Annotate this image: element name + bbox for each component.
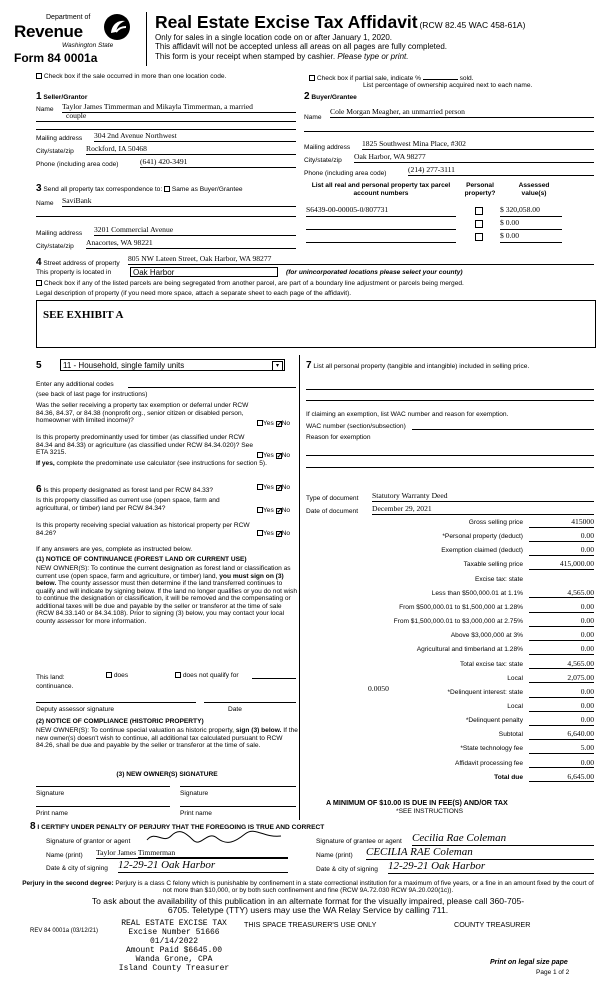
seller-mailing-field[interactable]: 304 2nd Avenue Northwest xyxy=(94,132,296,142)
stamp-line-6: Island County Treasurer xyxy=(118,963,230,973)
totals-row-label: Local xyxy=(507,702,523,710)
doc-type-label: Type of document xyxy=(306,495,359,502)
section-1-seller xyxy=(36,91,296,103)
notice-1-bold: you must sign on (3) below. xyxy=(36,572,284,588)
section-7-number: 7 xyxy=(306,360,312,371)
multi-location-label: Check box if the sale occurred in more than one location code. xyxy=(43,73,227,80)
seller-phone-label: Phone (including area code) xyxy=(36,161,119,168)
deputy-date-line[interactable] xyxy=(204,702,296,703)
timber-question: Is this property predominantly used for timber (as classified under RCW 84.34 and 84.33) or agriculture (as classified under RCW 84.34.020)? See ETA 3215. xyxy=(36,434,253,457)
totals-row xyxy=(310,672,594,686)
county-treasurer-label: COUNTY TREASURER xyxy=(454,920,531,929)
totals-row xyxy=(310,618,594,629)
buyer-heading xyxy=(304,91,357,103)
deputy-date-label: Date xyxy=(228,706,242,713)
section3-mailing-field[interactable]: 3201 Commercial Avenue xyxy=(94,226,296,236)
see-instructions-note: *SEE INSTRUCTIONS xyxy=(396,808,464,815)
totals-row xyxy=(310,771,594,785)
grantor-date-label: Date & city of signing xyxy=(46,865,108,872)
grantee-signature-field[interactable]: Cecilia Rae Coleman xyxy=(412,832,594,846)
totals-row-label: Excise tax: state xyxy=(474,575,523,583)
grantor-name-field[interactable]: Taylor James Timmerman xyxy=(96,849,288,859)
deputy-signature-label: Deputy assessor signature xyxy=(36,706,115,713)
same-as-buyer-checkbox[interactable] xyxy=(164,186,170,192)
stamp-line-5: Wanda Grone, CPA xyxy=(135,954,213,964)
timber-note xyxy=(36,460,276,468)
does-option xyxy=(106,672,128,680)
signature-label-1: Signature xyxy=(36,790,65,797)
totals-row-value[interactable]: 6,640.00 xyxy=(529,730,594,740)
timber-yes-label: Yes xyxy=(263,452,274,459)
grantee-signature-label: Signature of grantee or agent xyxy=(316,838,402,845)
totals-row-label: Gross selling price xyxy=(468,519,523,526)
assessed-value-header: Assessed value(s) xyxy=(518,182,550,197)
partial-sale-pct-field[interactable] xyxy=(423,73,458,80)
state-label: Washington State xyxy=(62,42,114,49)
historic-yes-no xyxy=(257,530,290,538)
new-owner-signature-1[interactable] xyxy=(36,786,170,787)
totals-row-label: *State technology fee xyxy=(460,745,523,753)
parcel-header: List all real and personal property tax parcel account numbers xyxy=(311,182,451,197)
does-checkbox[interactable] xyxy=(106,672,112,678)
reason-label: Reason for exemption xyxy=(306,434,371,441)
header-line-2: This affidavit will not be accepted unless all areas on all pages are fully completed. xyxy=(155,42,448,52)
grantor-signature-scribble xyxy=(145,828,285,846)
totals-row-label: From $1,500,000.01 to $3,000,000 at 2.75% xyxy=(393,618,523,626)
alternate-format-note: To ask about the availability of this publication in an alternate format for the visually impaired, please call 360-705-6705. Teletype (TTY) users may use the WA Relay Service by calling 711. xyxy=(91,896,525,916)
personal-property-checkbox-2[interactable] xyxy=(475,220,483,228)
forest-yes-no xyxy=(257,484,290,492)
page-number: Page 1 of 2 xyxy=(536,969,570,976)
totals-row xyxy=(310,533,594,544)
doc-date-label: Date of document xyxy=(306,508,359,515)
notice-2-text-b: If the new owner(s) doesn't wish to continue, all additional tax calculated pursuant to RCW 84.26, shall be due and payable by the seller or transferor at the time of sale. xyxy=(36,727,298,750)
totals-row-label: Above $3,000,000 at 3% xyxy=(450,632,523,640)
timber-note-text: complete the predominate use calculator (see instructions for section 5). xyxy=(56,460,267,467)
forest-question-text: Is this property designated as forest land per RCW 84.33? xyxy=(43,487,214,494)
totals-row-value[interactable]: 5.00 xyxy=(529,744,594,754)
revenue-label: Revenue xyxy=(14,22,83,41)
totals-row-value[interactable]: 0.00 xyxy=(529,702,594,712)
parcel-field-3[interactable] xyxy=(306,232,456,243)
legal-desc-text: SEE EXHIBIT A xyxy=(43,309,124,321)
print-name-label-1: Print name xyxy=(36,810,68,817)
stamp-line-2: Excise Number 51666 xyxy=(128,927,220,937)
same-as-buyer-label: Same as Buyer/Grantee xyxy=(171,186,243,193)
totals-row-label: Affidavit processing fee xyxy=(454,759,523,767)
notice-2-text-a: NEW OWNER(S): To continue special valuation as historic property, xyxy=(36,727,235,734)
buyer-heading-text: Buyer/Grantee xyxy=(311,94,357,101)
stamp-line-4: Amount Paid $6645.00 xyxy=(125,945,222,955)
personal-property-checkbox-3[interactable] xyxy=(475,233,483,241)
timber-note-bold: If yes, xyxy=(36,460,55,467)
parcel-field-2[interactable] xyxy=(306,219,456,230)
totals-row-value[interactable]: 4,565.00 xyxy=(529,589,594,599)
this-land-label: This land: xyxy=(36,674,65,681)
does-not-checkbox[interactable] xyxy=(175,672,181,678)
seller-name-field-2[interactable]: couple xyxy=(36,112,296,122)
exemption-yes-no xyxy=(257,420,290,428)
forest-yes-label: Yes xyxy=(263,484,274,491)
current-use-no-checkbox[interactable]: ✓ xyxy=(276,508,283,515)
totals-row-value[interactable]: 415,000.00 xyxy=(529,560,594,570)
dor-logo-icon xyxy=(102,12,132,42)
grantor-date-field[interactable]: 12-29-21 Oak Harbor xyxy=(118,859,288,873)
wac-number-label: WAC number (section/subsection) xyxy=(306,423,406,430)
forest-no-label: No xyxy=(281,484,291,491)
current-use-yes-label: Yes xyxy=(263,507,274,514)
additional-codes-label: Enter any additional codes xyxy=(36,381,114,388)
chevron-down-icon[interactable]: ▾ xyxy=(272,361,283,371)
personal-property-line-1[interactable] xyxy=(306,389,594,390)
local-rate: 0.0050 xyxy=(368,684,389,693)
grantee-date-field[interactable]: 12-29-21 Oak Harbor xyxy=(388,860,594,874)
grantee-name-field[interactable]: CECILIA RAE Coleman xyxy=(366,846,594,860)
treasurer-space-label: THIS SPACE TREASURER'S USE ONLY xyxy=(244,920,377,929)
located-select[interactable] xyxy=(130,267,278,277)
totals-row-label: Agricultural and timberland at 1.28% xyxy=(416,646,523,654)
column-divider xyxy=(299,355,300,820)
located-label: This property is located in xyxy=(36,269,112,276)
seller-mailing-label: Mailing address xyxy=(36,135,83,142)
totals-row-value[interactable]: 0.00 xyxy=(529,532,594,542)
exemption-no-label: No xyxy=(281,420,291,427)
totals-row xyxy=(310,731,594,742)
historic-no-label: No xyxy=(281,530,291,537)
parcel-field-1[interactable]: S6439-00-00005-0/807731 xyxy=(306,206,456,217)
section-7-personal-property xyxy=(306,360,594,372)
totals-row-value[interactable]: 0.00 xyxy=(529,603,594,613)
rcw-ref: (RCW 82.45 WAC 458-61A) xyxy=(419,20,526,30)
street-label-text: Street address of property xyxy=(43,260,120,267)
exemption-no-checkbox[interactable]: ✓ xyxy=(276,421,283,428)
section-1-number: 1 xyxy=(36,91,42,102)
located-value: Oak Harbor xyxy=(133,268,175,277)
uninc-note: (for unincorporated locations please select your county) xyxy=(286,269,463,276)
form-title-block xyxy=(155,12,595,61)
rev-number: REV 84 0001a (03/12/21) xyxy=(30,928,99,934)
stamp-line-3: 01/14/2022 xyxy=(149,936,198,946)
totals-row xyxy=(310,658,594,672)
seller-heading xyxy=(36,91,296,103)
totals-row xyxy=(310,519,594,530)
multi-location-checkbox[interactable] xyxy=(36,73,42,79)
wac-number-field[interactable] xyxy=(412,429,594,430)
street-label xyxy=(36,257,120,269)
minimum-note: A MINIMUM OF $10.00 IS DUE IN FEE(S) AND/OR TAX xyxy=(326,798,508,807)
totals-row xyxy=(310,547,594,558)
section3-city-field[interactable]: Anacortes, WA 98221 xyxy=(86,239,296,249)
totals-row-value[interactable]: 0.00 xyxy=(529,688,594,698)
grantor-signature-label: Signature of grantor or agent xyxy=(46,838,131,845)
land-use-value: 11 - Household, single family units xyxy=(63,361,185,370)
totals-row-label: Taxable selling price xyxy=(463,561,523,569)
buyer-city-field[interactable]: Oak Harbor, WA 98277 xyxy=(354,153,594,163)
segregated-label: Check box if any of the listed parcels are being segregated from another parcel, are part of a boundary line adjustment or parcels being merged. xyxy=(43,280,464,287)
seller-name-line-3 xyxy=(36,129,296,130)
exemption-wac-note: If claiming an exemption, list WAC number and reason for exemption. xyxy=(306,411,509,418)
doc-date-field[interactable]: December 29, 2021 xyxy=(372,505,594,515)
certify-text: I CERTIFY UNDER PENALTY OF PERJURY THAT THE FOREGOING IS TRUE AND CORRECT xyxy=(37,824,325,831)
notice-1-title: (1) NOTICE OF CONTINUANCE (FOREST LAND OR CURRENT USE) xyxy=(36,556,247,563)
notice-1-text-b: The county assessor must then determine if the land transferred continues to qualify and will indicate by signing below. If the land no longer qualifies or you do not wish to continue the designation or classification, it will be removed and the compensating or additional taxes will be due and payable by the seller or transferor at the time of sale (RCW 84.33.140 or 84.34.108). Prior to signing (3) below, you may contact your local county assessor for more information. xyxy=(36,580,297,626)
send-to-label: Send all property tax correspondence to: xyxy=(43,186,163,193)
section-3-number: 3 xyxy=(36,183,42,194)
totals-row-value[interactable]: 415000 xyxy=(529,518,594,528)
totals-row xyxy=(310,757,594,771)
grantee-name-label: Name (print) xyxy=(316,852,353,859)
seller-name-field[interactable]: Taylor James Timmerman and Mikayla Timmerman, a married xyxy=(62,103,296,113)
multi-location-check-row xyxy=(36,73,226,81)
buyer-name-line-2 xyxy=(304,131,594,132)
totals-row xyxy=(310,646,594,657)
totals-row-value[interactable]: 0.00 xyxy=(529,759,594,769)
personal-property-header: Personal property? xyxy=(464,182,496,197)
section-8-number: 8 xyxy=(30,821,36,832)
section3-name-line-2 xyxy=(36,216,296,217)
forest-question xyxy=(36,484,256,496)
totals-row-label: Subtotal xyxy=(498,731,523,739)
assessed-field-3[interactable]: $ 0.00 xyxy=(500,232,562,243)
header-divider xyxy=(146,12,147,66)
timber-yes-no xyxy=(257,452,290,460)
section-2-number: 2 xyxy=(304,91,310,102)
legal-desc-box[interactable] xyxy=(36,300,596,348)
header-line-3-italic: Please type or print. xyxy=(337,51,409,61)
totals-row xyxy=(310,745,594,756)
reason-line-2[interactable] xyxy=(306,467,594,468)
dept-label: Department of xyxy=(46,14,91,21)
assessed-field-1[interactable]: $ 320,058.00 xyxy=(500,206,562,217)
stamp-line-1: REAL ESTATE EXCISE TAX xyxy=(121,919,227,928)
section-7-text: List all personal property (tangible and intangible) included in selling price. xyxy=(313,363,530,370)
buyer-city-label: City/state/zip xyxy=(304,157,342,164)
timber-no-label: No xyxy=(281,452,291,459)
see-back-note: (see back of last page for instructions) xyxy=(36,391,148,398)
section3-name-label: Name xyxy=(36,200,54,207)
section-3-send-to xyxy=(36,183,243,195)
historic-yes-label: Yes xyxy=(263,530,274,537)
header-line-3-text: This form is your receipt when stamped by cashier. xyxy=(155,51,336,61)
totals-row-label: Less than $500,000.01 at 1.1% xyxy=(431,589,523,597)
current-use-yes-no xyxy=(257,507,290,515)
totals-row-value[interactable]: 6,645.00 xyxy=(529,773,594,783)
timber-no-checkbox[interactable]: ✓ xyxy=(276,453,283,460)
segregated-row xyxy=(36,280,596,288)
form-number: Form 84 0001a xyxy=(14,51,98,65)
street-field[interactable]: 805 NW Lateen Street, Oak Harbor, WA 98277 xyxy=(128,255,594,265)
perjury-note xyxy=(18,880,598,895)
totals-row xyxy=(310,576,594,587)
totals-row-label: Local xyxy=(507,674,523,682)
totals-row-value[interactable]: 0.00 xyxy=(529,631,594,641)
totals-row-value[interactable]: 0.00 xyxy=(529,546,594,556)
totals-row-label: *Personal property (deduct) xyxy=(442,533,523,541)
seller-heading-text: Seller/Grantor xyxy=(43,94,88,101)
totals-row xyxy=(310,587,594,601)
buyer-mailing-field[interactable]: 1825 Southwest Mina Place, #302 xyxy=(362,140,594,150)
header-line-3 xyxy=(155,52,595,61)
buyer-phone-field[interactable]: (214) 277-3111 xyxy=(408,166,594,176)
personal-property-checkbox-1[interactable] xyxy=(475,207,483,215)
buyer-mailing-label: Mailing address xyxy=(304,144,351,151)
ownership-pct-note: List percentage of ownership acquired next to each name. xyxy=(363,82,533,89)
perjury-text: Perjury is a class C felony which is punishable by confinement in a state correctional institution for a maximum of five years, or a fine in an amount fixed by the court of not more than $10,000, or by both such confinement and fine (RCW 9A.72.030 RCW 9A.20.020(1c)). xyxy=(115,880,594,895)
totals-row-value[interactable]: 0.00 xyxy=(529,645,594,655)
seller-city-label: City/state/zip xyxy=(36,148,74,155)
continuance-label: continuance. xyxy=(36,683,74,690)
totals-row-label: Total due xyxy=(494,773,523,781)
totals-row-label: *Delinquent interest: state xyxy=(447,688,523,696)
totals-row-label: Exemption claimed (deduct) xyxy=(441,547,523,555)
form-title: Real Estate Excise Tax Affidavit xyxy=(155,12,418,32)
current-use-question: Is this property classified as current use (open space, farm and agricultural, or timber) land per RCW 84.34? xyxy=(36,497,220,512)
notice-2-bold: sign (3) below. xyxy=(235,727,282,734)
notice-3-title: (3) NEW OWNER(S) SIGNATURE xyxy=(116,771,218,778)
totals-row xyxy=(310,601,594,615)
additional-codes-field[interactable] xyxy=(128,387,296,388)
grantor-name-label: Name (print) xyxy=(46,852,83,859)
segregated-checkbox[interactable] xyxy=(36,280,42,286)
notice-2-title: (2) NOTICE OF COMPLIANCE (HISTORIC PROPERTY) xyxy=(36,718,204,725)
section3-city-label: City/state/zip xyxy=(36,243,74,250)
totals-row-label: Total excise tax: state xyxy=(459,660,523,668)
grantee-date-label: Date & city of signing xyxy=(316,866,378,873)
header-line-1: Only for sales in a single location code on or after January 1, 2020. xyxy=(155,33,393,43)
section3-mailing-label: Mailing address xyxy=(36,230,83,237)
any-yes-note: If any answers are yes, complete as instructed below. xyxy=(36,546,193,553)
notice-2-text xyxy=(36,727,298,750)
totals-row-label: From $500,000.01 to $1,500,000 at 1.28% xyxy=(399,603,523,611)
seller-name-label: Name xyxy=(36,106,54,113)
reason-line-1[interactable] xyxy=(306,455,594,456)
partial-sale-label: Check box if partial sale, indicate % xyxy=(316,75,421,82)
legal-size-note: Print on legal size pape xyxy=(490,959,568,966)
deputy-signature-line[interactable] xyxy=(36,702,196,703)
totals-row-value[interactable]: 2,075.00 xyxy=(529,674,594,684)
forest-no-checkbox[interactable]: ✓ xyxy=(276,485,283,492)
personal-property-line-2[interactable] xyxy=(306,400,594,401)
exemption-yes-label: Yes xyxy=(263,420,274,427)
totals-row xyxy=(310,632,594,643)
notice-1-text-a: NEW OWNER(S): To continue the current designation as forest land or classification as current use (open space, farm and agriculture, or timber) land, xyxy=(36,565,291,580)
assessed-field-2[interactable]: $ 0.00 xyxy=(500,219,562,230)
totals-row-value[interactable]: 4,565.00 xyxy=(529,660,594,670)
buyer-name-field[interactable]: Cole Morgan Meagher, an unmarried person xyxy=(330,108,594,118)
partial-sale-checkbox[interactable] xyxy=(309,75,315,81)
totals-row-value[interactable]: 0.00 xyxy=(529,617,594,627)
totals-row xyxy=(310,700,594,714)
historic-no-checkbox[interactable]: ✓ xyxy=(276,531,283,538)
legal-desc-label: Legal description of property (if you need more space, attach a separate sheet to each page of the affidavit). xyxy=(36,290,352,297)
new-owner-signature-2[interactable] xyxy=(180,786,296,787)
totals-row-value[interactable]: 0.00 xyxy=(529,716,594,726)
sold-label: sold. xyxy=(459,75,474,82)
perjury-bold: Perjury in the second degree: xyxy=(22,880,114,887)
land-use-select[interactable] xyxy=(60,359,285,371)
treasurer-stamp xyxy=(114,920,234,974)
exemption-question: Was the seller receiving a property tax exemption or deferral under RCW 84.36, 84.37, or 84.38 (nonprofit org., senior citizen or disabled person, homeowner with limited income)? xyxy=(36,402,249,425)
totals-row xyxy=(310,717,594,728)
section-4-number: 4 xyxy=(36,257,42,268)
section3-name-field[interactable]: SaviBank xyxy=(62,197,296,207)
qualify-field[interactable] xyxy=(252,678,296,679)
totals-row-label: *Delinquent penalty xyxy=(465,717,523,725)
buyer-phone-label: Phone (including area code) xyxy=(304,170,387,177)
print-name-label-2: Print name xyxy=(180,810,212,817)
does-label: does xyxy=(113,672,129,679)
new-owner-print-2[interactable] xyxy=(180,806,296,807)
current-use-no-label: No xyxy=(281,507,291,514)
dor-logo xyxy=(14,10,134,66)
does-not-option xyxy=(175,672,239,680)
section-5-number: 5 xyxy=(36,360,42,371)
does-not-label: does not qualify for xyxy=(182,672,239,679)
buyer-name-label: Name xyxy=(304,114,322,121)
seller-phone-field[interactable]: (641) 420-3491 xyxy=(140,158,296,168)
doc-type-field[interactable]: Statutory Warranty Deed xyxy=(372,492,594,502)
notice-1-text xyxy=(36,565,298,626)
signature-label-2: Signature xyxy=(180,790,209,797)
section-6-number: 6 xyxy=(36,484,42,495)
historic-question: Is this property receiving special valuation as historical property per RCW 84.26? xyxy=(36,522,250,537)
seller-city-field[interactable]: Rockford, IA 50468 xyxy=(86,145,296,155)
new-owner-print-1[interactable] xyxy=(36,806,170,807)
totals-row xyxy=(310,561,594,572)
